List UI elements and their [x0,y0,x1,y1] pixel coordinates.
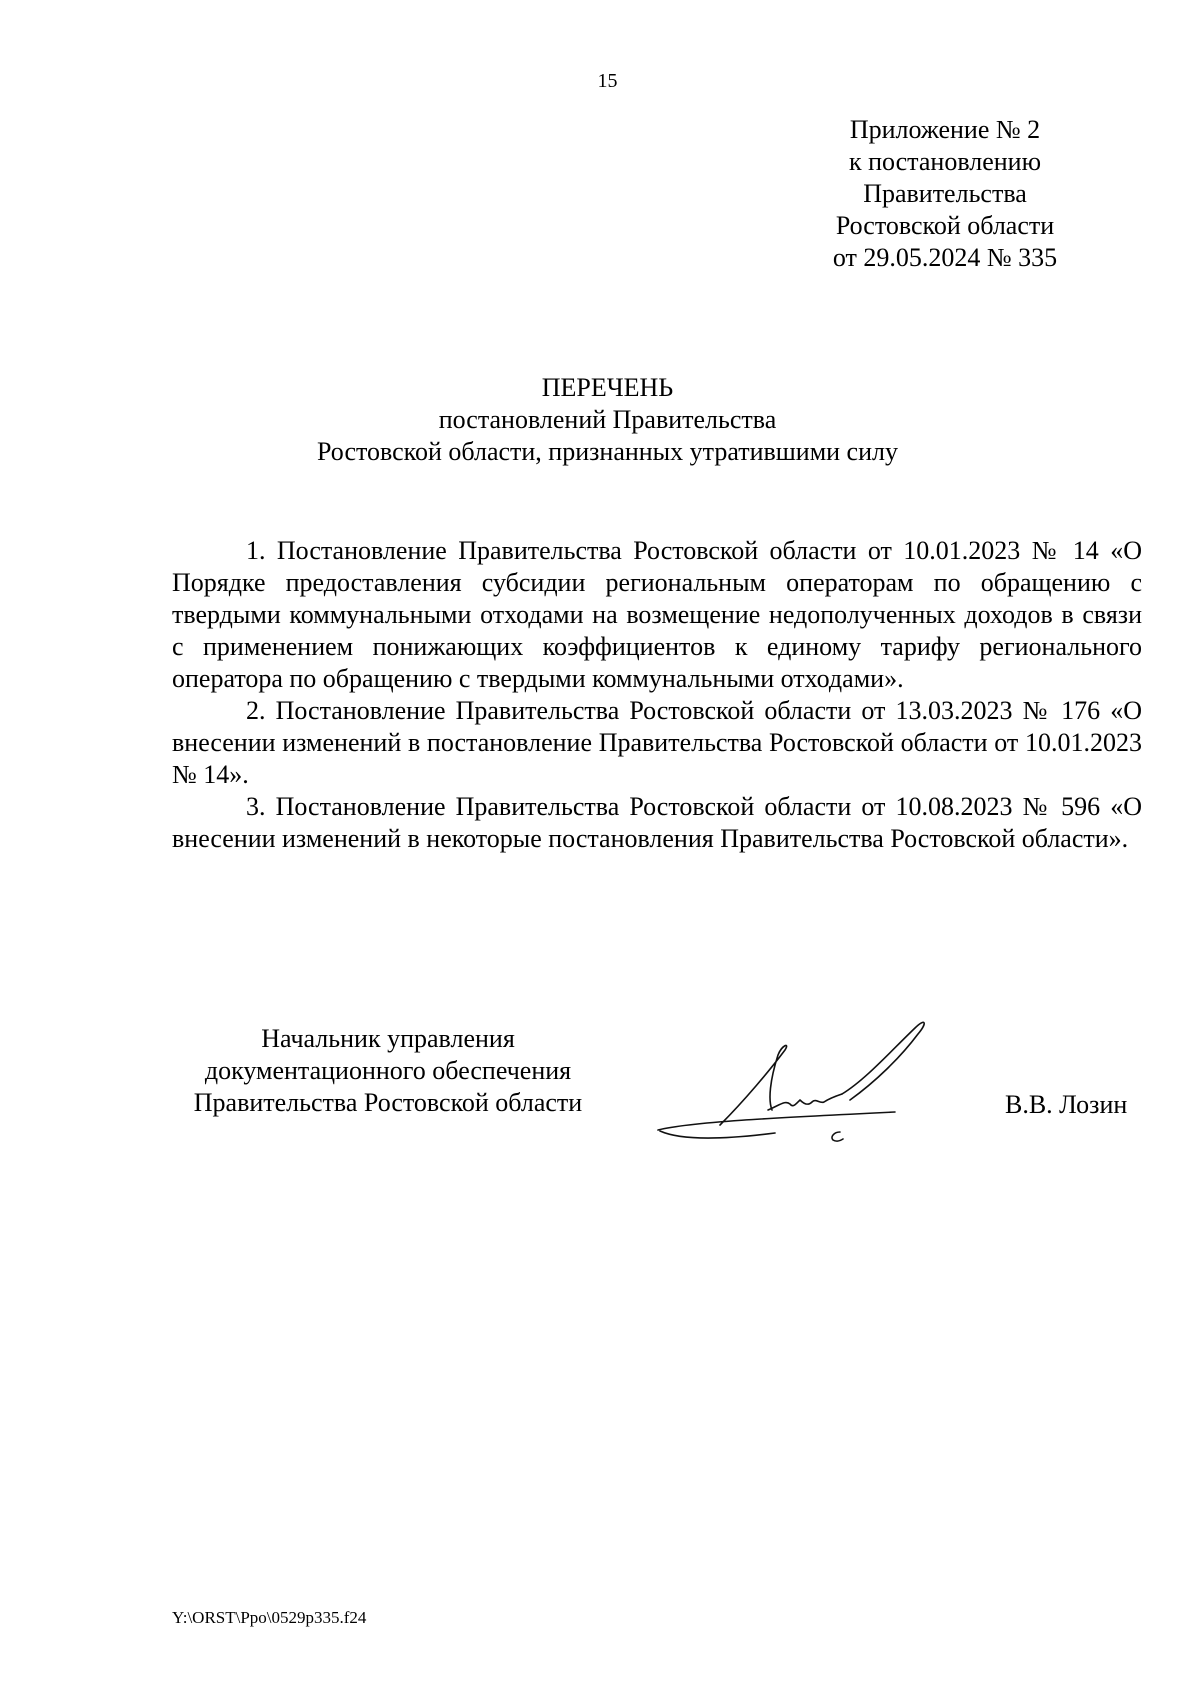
page-number: 15 [597,70,618,92]
file-path-footer: Y:\ORST\Ppo\0529p335.f24 [172,1608,367,1627]
title-heading: ПЕРЕЧЕНЬ [541,373,674,402]
signer-name: В.В. Лозин [1005,1090,1128,1119]
signer-position-line: документационного обеспечения [204,1056,572,1085]
signer-position-line: Начальник управления [261,1024,515,1053]
appendix-line: Правительства [863,179,1027,208]
document-title [0,372,1200,468]
appendix-line: Приложение № 2 [849,115,1041,144]
signer-position-line: Правительства Ростовской области [193,1088,583,1117]
list-item: 2. Постановление Правительства Ростовской области от 13.03.2023 № 176 «О внесении изменений в постановление Правительства Ростовской области от 10.01.2023 № 14». [172,696,1142,789]
title-line: Ростовской области, признанных утратившими силу [316,437,898,466]
appendix-line: Ростовской области [835,211,1055,240]
handwritten-signature [650,1000,980,1150]
list-item: 1. Постановление Правительства Ростовской области от 10.01.2023 № 14 «О Порядке предоставления субсидии региональным операторам по обращению с твердыми коммунальными отходами на возмещение недополученных доходов в связи с применением понижающих коэффициентов к единому тарифу регионального оператора по обращению с твердыми коммунальными отходами». [172,536,1142,693]
list-item: 3. Постановление Правительства Ростовской области от 10.08.2023 № 596 «О внесении изменений в некоторые постановления Правительства Ростовской области». [172,792,1142,853]
title-line: постановлений Правительства [438,405,777,434]
appendix-line: к постановлению [848,147,1042,176]
resolutions-list [172,535,1142,855]
appendix-block [770,114,1120,274]
signer-position [168,1023,608,1119]
appendix-line: от 29.05.2024 № 335 [832,243,1058,272]
